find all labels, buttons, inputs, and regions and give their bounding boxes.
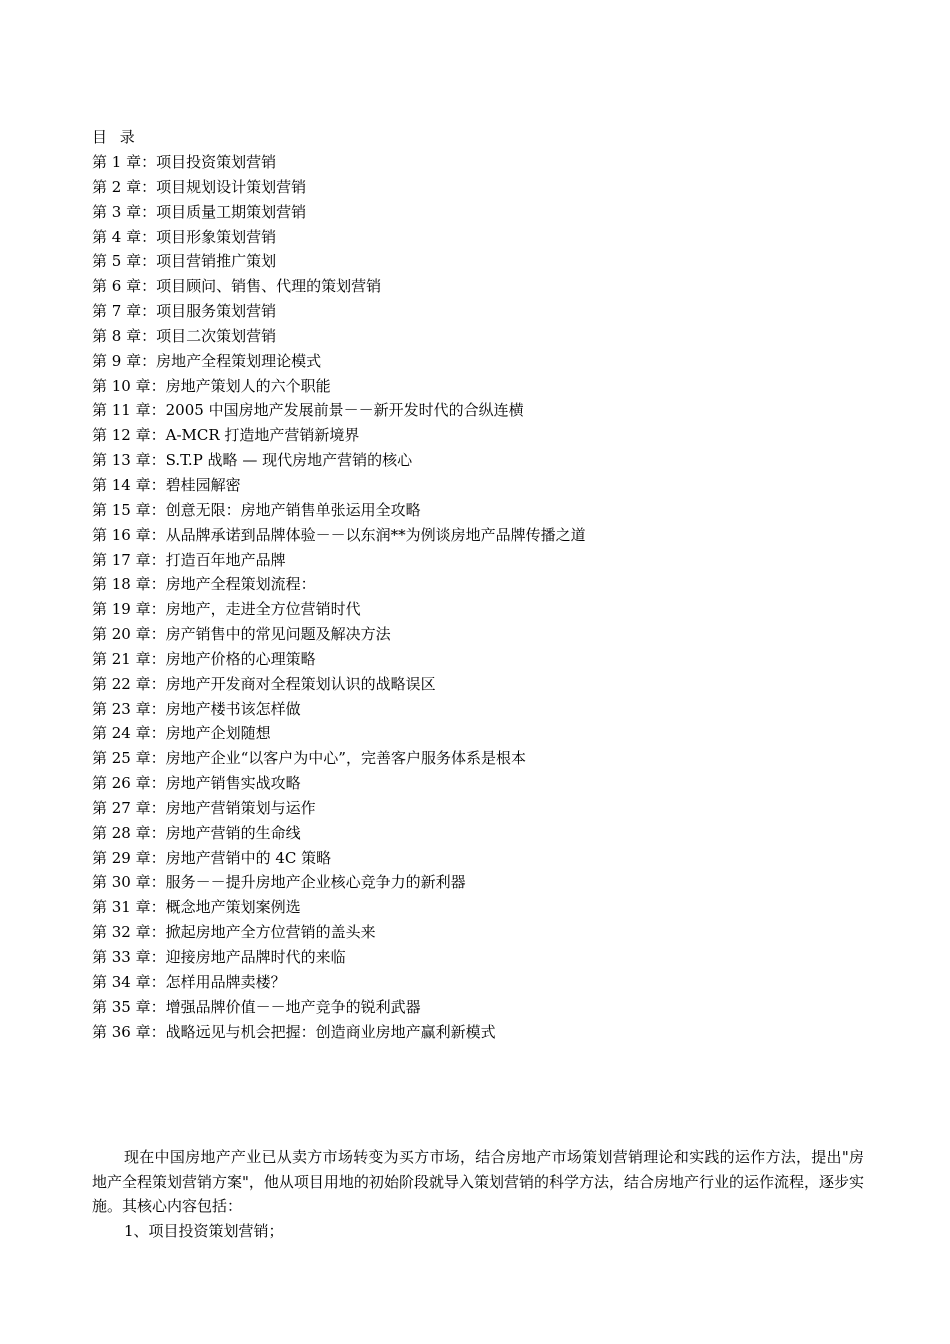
toc-entry: 第 14 章：碧桂园解密 — [92, 475, 241, 494]
toc-entry: 第 27 章：房地产营销策划与运作 — [92, 798, 316, 817]
toc-entry: 第 28 章：房地产营销的生命线 — [92, 823, 301, 842]
toc-entry: 第 24 章：房地产企划随想 — [92, 724, 271, 743]
toc-entry: 第 10 章：房地产策划人的六个职能 — [92, 376, 331, 395]
toc-entry: 第 26 章：房地产销售实战攻略 — [92, 774, 301, 793]
toc-entry: 第 29 章：房地产营销中的 4C 策略 — [92, 848, 332, 867]
toc-entry: 第 23 章：房地产楼书该怎样做 — [92, 699, 301, 718]
toc-entry: 第 7 章：项目服务策划营销 — [92, 302, 277, 321]
toc-entry: 第 22 章：房地产开发商对全程策划认识的战略误区 — [92, 674, 436, 693]
toc-entry: 第 36 章：战略远见与机会把握：创造商业房地产赢利新模式 — [92, 1022, 496, 1041]
toc-entry: 第 15 章：创意无限：房地产销售单张运用全攻略 — [92, 500, 421, 519]
toc-entry: 第 4 章：项目形象策划营销 — [92, 227, 277, 246]
toc-entry: 第 6 章：项目顾问、销售、代理的策划营销 — [92, 277, 382, 296]
toc-entry: 第 33 章：迎接房地产品牌时代的来临 — [92, 948, 346, 966]
toc-entry: 第 1 章：项目投资策划营销 — [92, 153, 277, 171]
toc-entry: 第 8 章：项目二次策划营销 — [92, 326, 277, 345]
toc-entry: 第 12 章：A-MCR 打造地产营销新境界 — [92, 426, 360, 445]
toc-entry: 第 19 章：房地产，走进全方位营销时代 — [92, 600, 361, 619]
toc-entry: 第 17 章：打造百年地产品牌 — [92, 550, 286, 569]
toc-entry: 第 16 章：从品牌承诺到品牌体验－－以东润**为例谈房地产品牌传播之道 — [92, 525, 586, 544]
toc-entry: 第 2 章：项目规划设计策划营销 — [92, 177, 307, 196]
toc-entry: 第 35 章：增强品牌价值－－地产竞争的锐利武器 — [92, 997, 421, 1016]
toc-entry: 第 5 章：项目营销推广策划 — [92, 252, 277, 271]
toc-entry: 第 11 章：2005 中国房地产发展前景－－新开发时代的合纵连横 — [92, 401, 524, 420]
toc-entry: 第 20 章：房产销售中的常见问题及解决方法 — [92, 625, 391, 644]
toc-entry: 第 9 章：房地产全程策划理论模式 — [92, 351, 322, 370]
toc-entry: 第 31 章：概念地产策划案例选 — [92, 898, 301, 917]
toc-entry: 第 30 章：服务－－提升房地产企业核心竞争力的新利器 — [92, 873, 466, 892]
toc-entry: 第 32 章：掀起房地产全方位营销的盖头来 — [92, 923, 376, 942]
toc-entry: 第 21 章：房地产价格的心理策略 — [92, 649, 316, 668]
toc-entry: 第 34 章：怎样用品牌卖楼？ — [92, 972, 286, 991]
toc-list — [92, 150, 892, 1044]
table-of-contents — [92, 125, 892, 1044]
toc-entry: 第 18 章：房地产全程策划流程： — [92, 575, 316, 594]
intro-paragraph: 现在中国房地产产业已从卖方市场转变为买方市场，结合房地产市场策划营销理论和实践的运作方法，提出"房地产全程策划营销方案"，他从项目用地的初始阶段就导入策划营销的科学方法，结合房地产行业的运作流程，逐步实施。其核心内容包括： — [92, 1148, 864, 1215]
toc-title: 目 录 — [92, 128, 139, 146]
intro-section — [92, 1145, 864, 1243]
toc-entry: 第 13 章：S.T.P 战略 — 现代房地产营销的核心 — [92, 451, 413, 470]
toc-entry: 第 25 章：房地产企业“以客户为中心”，完善客户服务体系是根本 — [92, 749, 526, 768]
toc-entry: 第 3 章：项目质量工期策划营销 — [92, 202, 307, 221]
intro-list-item: 1、项目投资策划营销； — [124, 1221, 284, 1240]
